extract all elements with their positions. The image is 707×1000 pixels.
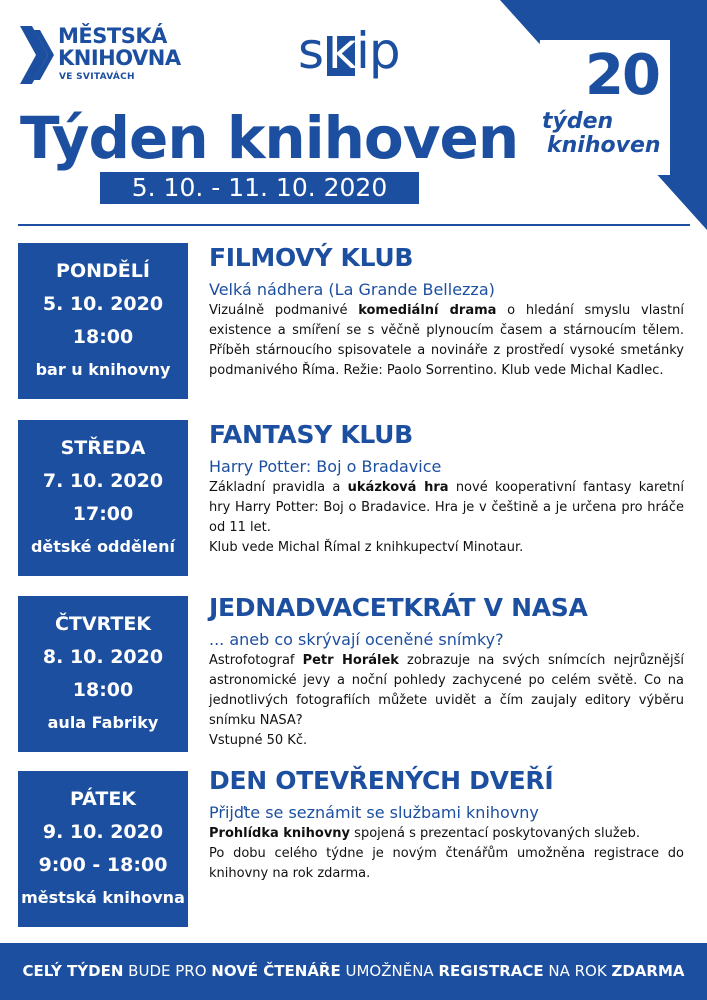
event-text: [209, 301, 684, 381]
badge-word-1: týden: [542, 109, 614, 134]
badge-word-2: knihoven: [547, 133, 661, 158]
event-box-thursday: [18, 596, 188, 752]
event-day: STŘEDA: [60, 437, 146, 459]
library-logo-mark-icon: [18, 24, 56, 86]
event-heading: JEDNADVACETKRÁT V NASA: [209, 593, 588, 622]
text-run: BUDE PRO: [123, 962, 212, 980]
bold-text: NOVÉ ČTENÁŘE: [211, 962, 341, 980]
event-box-monday: [18, 243, 188, 399]
event-wednesday: [209, 420, 684, 558]
divider-rule: [18, 224, 690, 226]
text-run: UMOŽNĚNA: [340, 962, 439, 980]
logo-line-2: KNIHOVNA: [58, 46, 181, 70]
text-run: spojená s prezentací poskytovaných služeb.: [350, 826, 641, 841]
event-heading: FILMOVÝ KLUB: [209, 243, 414, 272]
skip-logo-ip: ip: [356, 22, 400, 80]
event-time: 17:00: [72, 503, 134, 525]
bold-text: ukázková hra: [347, 480, 449, 495]
text-run: nové kooperativní fantasy karetní hry Harry Potter: Boj o Bradavice. Hra je v češtině a je určena pro hráče od 11 let.: [209, 480, 684, 535]
logo-line-3: VE SVITAVÁCH: [59, 72, 135, 82]
library-logo: [18, 24, 218, 94]
skip-logo: [298, 22, 410, 80]
event-box-wednesday: [18, 420, 188, 576]
bold-text: CELÝ TÝDEN: [22, 962, 124, 980]
event-date: 9. 10. 2020: [42, 821, 164, 843]
bold-text: REGISTRACE: [438, 962, 544, 980]
text-run: zobrazuje na svých snímcích nejrůznější astronomické jevy a noční pohledy zachycené po celém světě. Co na jednotlivých fotografiích můžete uvidět a čím zaujaly editory výběru snímku NASA?: [209, 653, 684, 728]
event-time: 18:00: [72, 679, 134, 701]
text-run: Klub vede Michal Římal z knihkupectví Minotaur.: [209, 540, 524, 555]
text-run: o hledání smyslu vlastní existence a smíření se s věčně plynoucím časem a stárnoucím tělem. Příběh stárnoucího spisovatele a novináře z prostředí vysoké smetánky podmanivého Říma. Režie: Paolo Sorrentino. Klub vede Michal Kadlec.: [209, 303, 684, 378]
event-thursday: [209, 593, 684, 751]
event-heading: FANTASY KLUB: [209, 420, 413, 449]
event-monday: [209, 243, 684, 381]
badge-number: 20: [585, 43, 659, 108]
event-place: dětské oddělení: [30, 537, 176, 556]
event-text: [209, 478, 684, 558]
event-time: 9:00 - 18:00: [38, 854, 168, 876]
logo-line-1: MĚSTSKÁ: [58, 24, 167, 48]
text-run: Základní pravidla a: [209, 480, 348, 495]
event-subtitle: Velká nádhera (La Grande Bellezza): [209, 280, 495, 299]
event-text: [209, 824, 684, 884]
event-time: 18:00: [72, 326, 134, 348]
event-day: PÁTEK: [69, 788, 137, 810]
event-day: ČTVRTEK: [54, 613, 152, 635]
bold-text: Prohlídka knihovny: [209, 826, 351, 841]
text-run: NA ROK: [543, 962, 612, 980]
event-place: bar u knihovny: [35, 360, 171, 379]
event-place: aula Fabriky: [47, 713, 159, 732]
event-subtitle: Přijďte se seznámit se službami knihovny: [209, 803, 539, 822]
text-run: Astrofotograf: [209, 653, 303, 668]
event-date: 5. 10. 2020: [42, 293, 164, 315]
bold-text: komediální drama: [358, 303, 497, 318]
event-text: [209, 651, 684, 751]
text-run: Vstupné 50 Kč.: [209, 733, 308, 748]
event-subtitle: ... aneb co skrývají oceněné snímky?: [209, 630, 504, 649]
event-day: PONDĚLÍ: [56, 260, 150, 282]
event-date: 8. 10. 2020: [42, 646, 164, 668]
date-range: 5. 10. - 11. 10. 2020: [100, 172, 419, 204]
text-run: Vizuálně podmanivé: [209, 303, 359, 318]
event-subtitle: Harry Potter: Boj o Bradavice: [209, 457, 442, 476]
page-title: Týden knihoven: [20, 104, 519, 172]
event-friday: [209, 766, 684, 884]
event-heading: DEN OTEVŘENÝCH DVEŘÍ: [209, 766, 554, 795]
event-date: 7. 10. 2020: [42, 470, 164, 492]
bold-text: Petr Horálek: [302, 653, 399, 668]
event-box-friday: [18, 771, 188, 927]
skip-logo-k: k: [328, 22, 357, 80]
event-place: městská knihovna: [21, 888, 185, 907]
text-run: Po dobu celého týdne je novým čtenářům umožněna registrace do knihovny na rok zdarma.: [209, 846, 684, 881]
footer-banner: [0, 943, 707, 1000]
skip-logo-s: s: [298, 22, 324, 80]
bold-text: ZDARMA: [611, 962, 685, 980]
